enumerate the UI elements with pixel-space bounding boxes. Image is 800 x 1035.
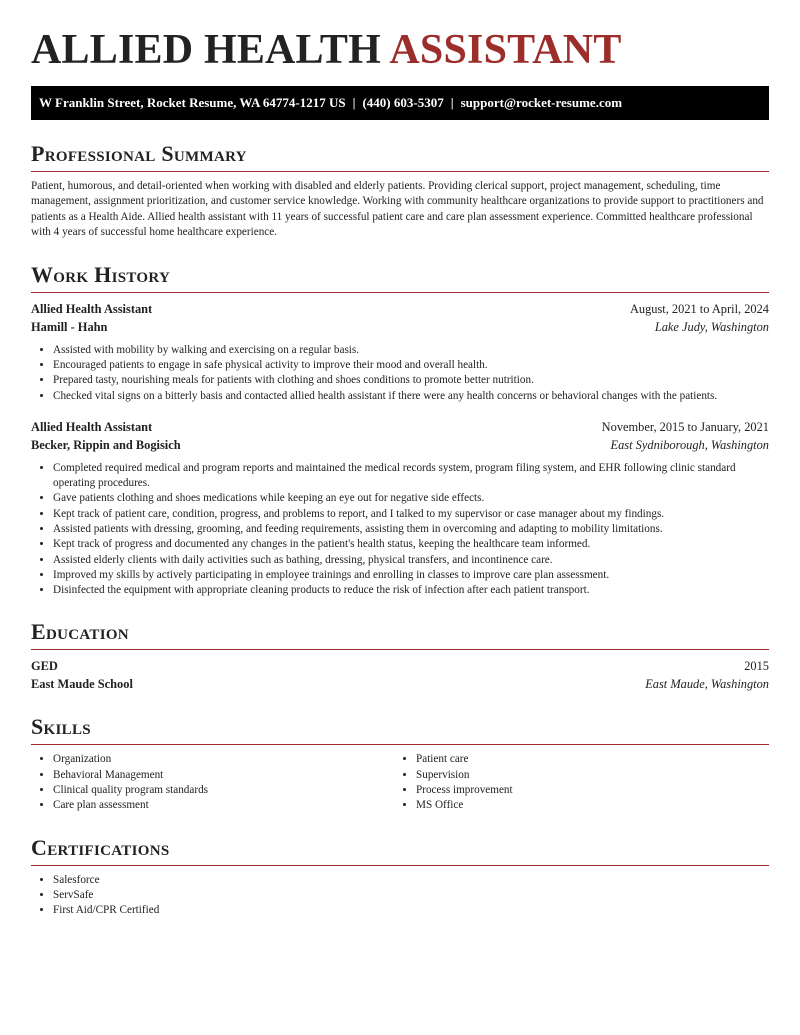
certification-item: • ServSafe [53,888,769,903]
list-item: • Assisted elderly clients with daily activities such as bathing, dressing, physical transfers, and incontinence care. [53,553,769,568]
education-entry [31,657,769,693]
section-title-summary: Professional Summary [31,141,247,166]
section-divider [31,744,769,745]
list-item: • Kept track of patient care, condition, progress, and problems to report, and I talked to my supervisor or case manager about my findings. [53,507,769,522]
education-school: East Maude School [31,677,133,692]
list-item: • Assisted with mobility by walking and exercising on a regular basis. [53,343,769,358]
skill-item: • Organization [53,752,394,767]
contact-email[interactable]: support@rocket-resume.com [460,95,623,110]
section-divider [31,292,769,293]
education-header-row [31,657,769,675]
job-dates: August, 2021 to April, 2024 [629,301,769,316]
job-header-row [31,418,769,436]
candidate-name [31,26,769,74]
list-item: • Prepared tasty, nourishing meals for patients with clothing and shoes conditions to promote better nutrition. [53,373,769,388]
name-first: ALLIED HEALTH [31,27,382,73]
skill-item: • Patient care [416,752,757,767]
skill-item: • Behavioral Management [53,768,394,783]
list-item: • Completed required medical and program reports and maintained the medical records system, program filing system, and EHR following clinic standard operating procedures. [53,461,769,492]
job-company-row [31,436,769,454]
job-company: Becker, Rippin and Bogisich [31,437,181,452]
summary-text: Patient, humorous, and detail-oriented when working with disabled and elderly patients. Providing clerical support, project management, scheduling, time management, assignment prioritization, and customer service knowledge. Working with community healthcare organizations to provide support to practitioners and patients as a Health Aide. Allied health assistant with 11 years of successful patient care and care plan assessment experience. Committed healthcare professional with 4 years of successful home healthcare experience. [31,180,764,239]
contact-separator: | [352,95,356,110]
skills-column-1 [31,752,394,813]
section-title-work-history: Work History [31,261,171,287]
job-entry [31,300,769,404]
skill-item: • Care plan assessment [53,798,394,813]
list-item: • Assisted patients with dressing, grooming, and feeding requirements, assisting them in overcoming and adapting to mobility limitations. [53,522,769,537]
education-school-row [31,675,769,693]
skills-grid [31,752,769,813]
job-role: Allied Health Assistant [31,419,153,434]
education-location: East Maude, Washington [645,677,769,692]
certification-item: • Salesforce [53,873,769,888]
list-item: • Gave patients clothing and shoes medications while keeping an eye out for negative side effects. [53,491,769,506]
section-title-education: Education [31,619,129,645]
skills-column-2 [394,752,757,813]
contact-separator: | [450,95,454,110]
certification-item: • First Aid/CPR Certified [53,903,769,918]
education-degree: GED [31,659,58,674]
education-year: 2015 [744,659,769,674]
list-item: • Checked vital signs on a bitterly basis and contacted allied health assistant if there were any health concerns or behavioral changes with the patients. [53,389,769,404]
list-item: • Improved my skills by actively participating in employee trainings and enrolling in classes to improve care plan assessment. [53,568,769,583]
job-location: East Sydniborough, Washington [610,437,769,452]
section-divider [31,865,769,866]
skill-item: • Supervision [416,768,757,783]
contact-bar [31,86,769,120]
job-bullets [31,343,769,404]
contact-phone: (440) 603-5307 [362,95,444,110]
certifications-list [31,873,769,919]
job-entry [31,418,769,599]
contact-address: W Franklin Street, Rocket Resume, WA 64774-1217 US [39,95,346,110]
job-bullets [31,461,769,599]
skill-item: • Process improvement [416,783,757,798]
job-company-row [31,318,769,336]
list-item: • Disinfected the equipment with appropriate cleaning products to reduce the risk of infection after each patient transport. [53,583,769,598]
name-last: ASSISTANT [389,27,622,73]
job-dates: November, 2015 to January, 2021 [601,419,769,434]
list-item: • Kept track of progress and documented any changes in the patient's health status, keeping the healthcare team informed. [53,537,769,552]
job-location: Lake Judy, Washington [654,319,769,334]
job-header-row [31,300,769,318]
section-title-certifications: Certifications [31,834,170,860]
section-title-skills: Skills [31,714,91,740]
job-company: Hamill - Hahn [31,319,108,334]
job-role: Allied Health Assistant [31,301,153,316]
list-item: • Encouraged patients to engage in safe physical activity to improve their mood and overall health. [53,358,769,373]
section-divider [31,171,769,172]
skill-item: • MS Office [416,798,757,813]
skill-item: • Clinical quality program standards [53,783,394,798]
section-divider [31,649,769,650]
